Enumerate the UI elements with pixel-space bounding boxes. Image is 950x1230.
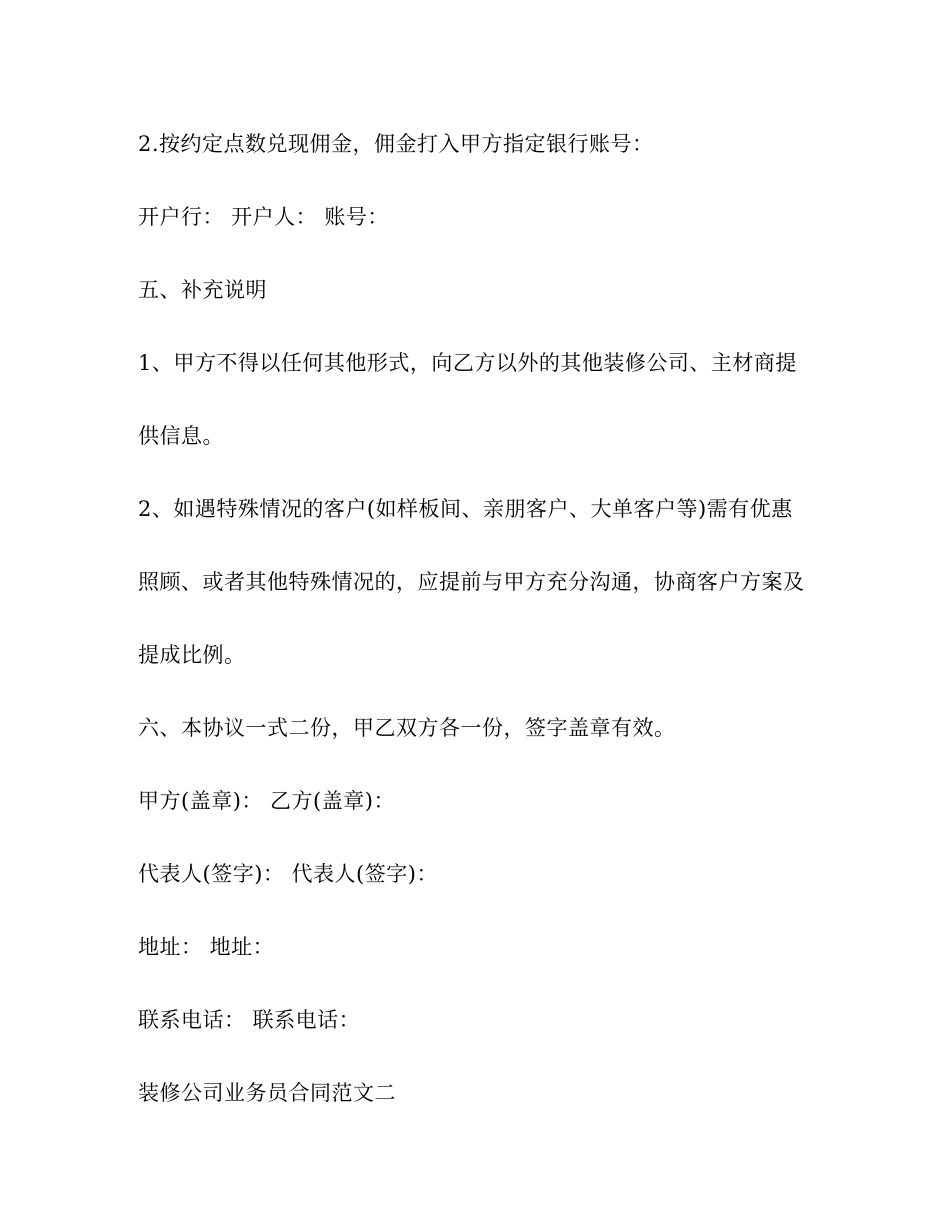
phone-fields: 联系电话： 联系电话： [138, 1008, 361, 1032]
commission-payment-clause: 2.按约定点数兑现佣金，佣金打入甲方指定银行账号： [138, 132, 654, 156]
section-heading-supplement: 五、补充说明 [138, 278, 267, 302]
representative-signature-fields: 代表人(签字)： 代表人(签字)： [138, 862, 438, 886]
supplement-clause-1-line-1: 1、甲方不得以任何其他形式，向乙方以外的其他装修公司、主材商提 [138, 351, 797, 375]
bank-account-fields: 开户行： 开户人： 账号： [138, 205, 389, 229]
supplement-clause-1-line-2: 供信息。 [138, 424, 224, 448]
section-six-copies-clause: 六、本协议一式二份，甲乙双方各一份，签字盖章有效。 [138, 716, 676, 740]
next-contract-title: 装修公司业务员合同范文二 [138, 1081, 396, 1105]
address-fields: 地址： 地址： [138, 935, 275, 959]
party-seal-fields: 甲方(盖章)： 乙方(盖章)： [138, 789, 395, 813]
supplement-clause-2-line-2: 照顾、或者其他特殊情况的，应提前与甲方充分沟通，协商客户方案及 [138, 570, 805, 594]
supplement-clause-2-line-1: 2、如遇特殊情况的客户(如样板间、亲朋客户、大单客户等)需有优惠 [138, 497, 793, 521]
supplement-clause-2-line-3: 提成比例。 [138, 643, 246, 667]
